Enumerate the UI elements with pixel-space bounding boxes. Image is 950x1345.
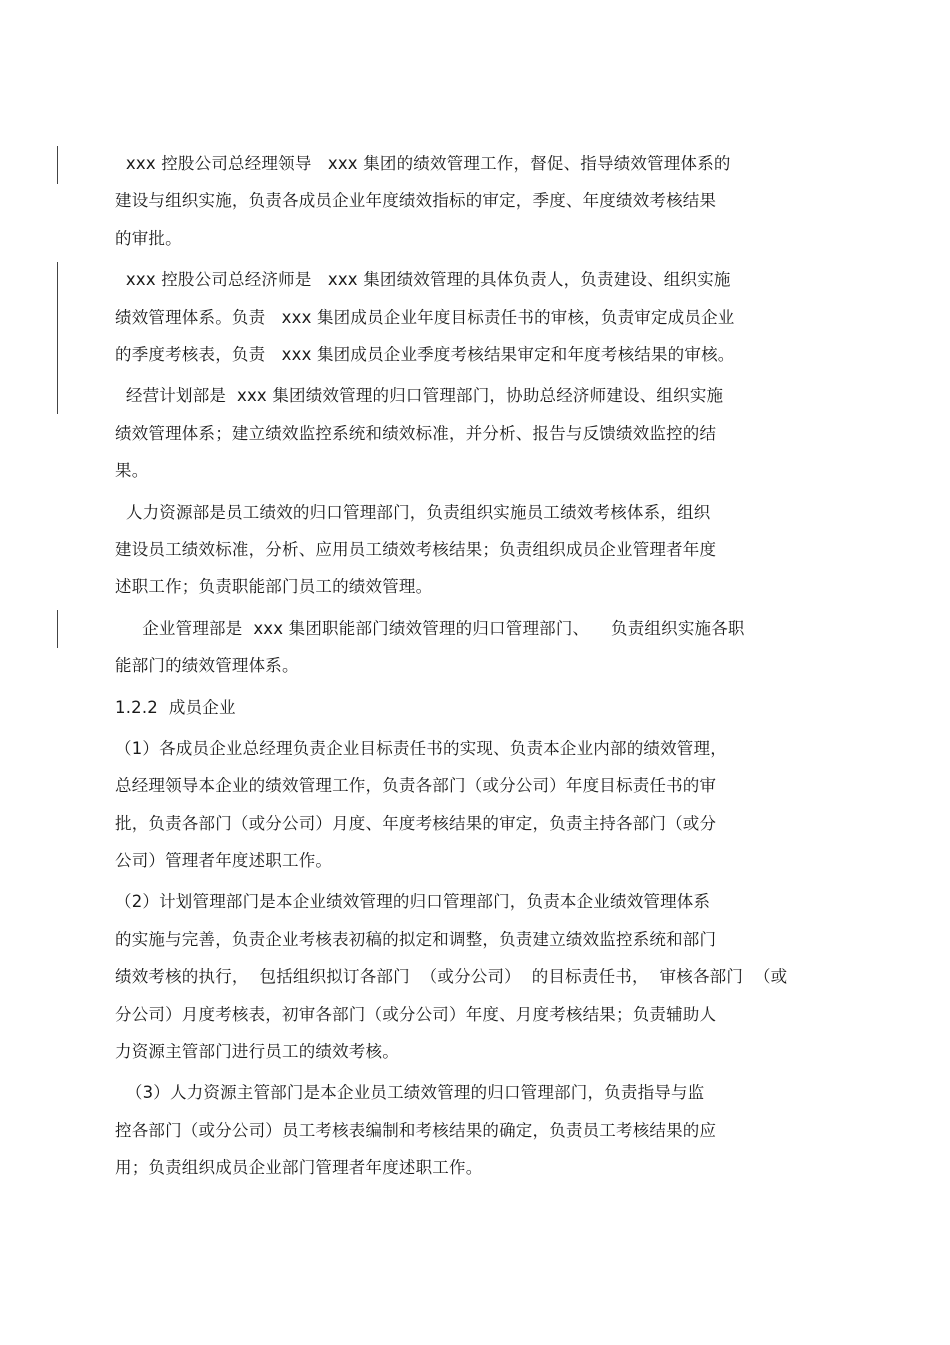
- paragraph-line: 绩效管理体系；建立绩效监控系统和绩效标准，并分析、报告与反馈绩效监控的结: [115, 424, 717, 443]
- paragraph-line: 人力资源部是员工绩效的归口管理部门，负责组织实施员工绩效考核体系，组织: [115, 503, 711, 522]
- paragraph-line: 的审批。: [115, 229, 182, 248]
- paragraph-line: 力资源主管部门进行员工的绩效考核。: [115, 1042, 399, 1061]
- paragraph-line: 建设员工绩效标准，分析、应用员工绩效考核结果；负责组织成员企业管理者年度: [115, 540, 717, 559]
- paragraph-line: 的季度考核表，负责 xxx 集团成员企业季度考核结果审定和年度考核结果的审核。: [115, 345, 735, 364]
- paragraph-line: 总经理领导本企业的绩效管理工作，负责各部门（或分公司）年度目标责任书的审: [115, 776, 717, 795]
- revision-bar: [57, 610, 58, 648]
- paragraph-line: 的实施与完善，负责企业考核表初稿的拟定和调整，负责建立绩效监控系统和部门: [115, 930, 717, 949]
- paragraph-line: 建设与组织实施，负责各成员企业年度绩效指标的审定，季度、年度绩效考核结果: [115, 191, 717, 210]
- section-heading: 1.2.2 成员企业: [115, 698, 236, 717]
- paragraph-line: （1）各成员企业总经理负责企业目标责任书的实现、负责本企业内部的绩效管理，: [115, 739, 727, 758]
- paragraph-line: （3）人力资源主管部门是本企业员工绩效管理的归口管理部门，负责指导与监: [115, 1083, 705, 1102]
- paragraph-line: 经营计划部是 xxx 集团绩效管理的归口管理部门，协助总经济师建设、组织实施: [115, 386, 724, 405]
- paragraph-line: 用；负责组织成员企业部门管理者年度述职工作。: [115, 1158, 483, 1177]
- paragraph-line: 企业管理部是 xxx 集团职能部门绩效管理的归口管理部门、 负责组织实施各职: [115, 619, 745, 638]
- revision-bar: [57, 146, 58, 184]
- paragraph-line: xxx 控股公司总经理领导 xxx 集团的绩效管理工作，督促、指导绩效管理体系的: [115, 154, 731, 173]
- revision-bar: [57, 262, 58, 414]
- paragraph-line: （2）计划管理部门是本企业绩效管理的归口管理部门，负责本企业绩效管理体系: [115, 892, 711, 911]
- paragraph-line: 分公司）月度考核表，初审各部门（或分公司）年度、月度考核结果；负责辅助人: [115, 1005, 717, 1024]
- paragraph-line: 能部门的绩效管理体系。: [115, 656, 299, 675]
- paragraph-line: 公司）管理者年度述职工作。: [115, 851, 333, 870]
- paragraph-line: xxx 控股公司总经济师是 xxx 集团绩效管理的具体负责人，负责建设、组织实施: [115, 270, 731, 289]
- paragraph-line: 绩效考核的执行， 包括组织拟订各部门 （或分公司） 的目标责任书， 审核各部门 （或: [115, 967, 788, 986]
- paragraph-line: 批，负责各部门（或分公司）月度、年度考核结果的审定，负责主持各部门（或分: [115, 814, 717, 833]
- paragraph-line: 果。: [115, 461, 149, 480]
- paragraph-line: 述职工作；负责职能部门员工的绩效管理。: [115, 577, 433, 596]
- paragraph-line: 控各部门（或分公司）员工考核表编制和考核结果的确定，负责员工考核结果的应: [115, 1121, 717, 1140]
- paragraph-line: 绩效管理体系。负责 xxx 集团成员企业年度目标责任书的审核，负责审定成员企业: [115, 308, 735, 327]
